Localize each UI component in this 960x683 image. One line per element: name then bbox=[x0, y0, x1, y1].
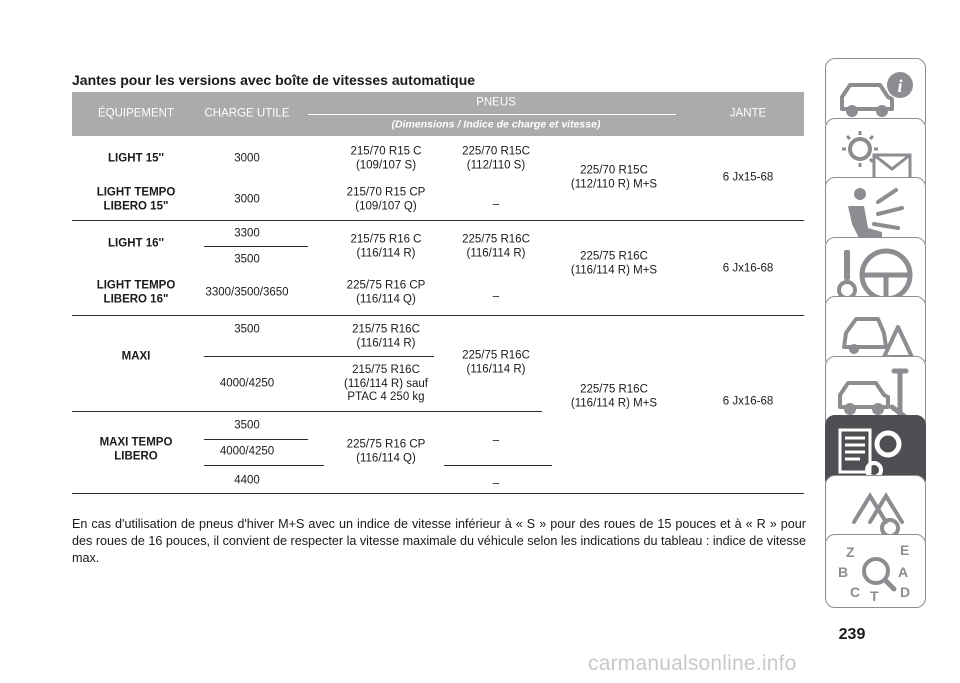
equipment-cell: LIGHT 16'' bbox=[108, 237, 164, 250]
tyre-cell: – bbox=[492, 477, 500, 490]
header-rim: JANTE bbox=[729, 107, 767, 120]
index-letter: E bbox=[900, 542, 910, 558]
svg-text:i: i bbox=[897, 76, 903, 96]
tyre-cell: 225/70 R15C (112/110 S) bbox=[462, 145, 530, 171]
tyre-ms-cell: 225/70 R15C (112/110 R) M+S bbox=[570, 164, 658, 190]
load-divider bbox=[204, 439, 308, 440]
header-load: CHARGE UTILE bbox=[204, 107, 290, 120]
index-letter: A bbox=[898, 564, 909, 580]
rim-cell: 6 Jx15-68 bbox=[722, 171, 774, 184]
tyre-cell: 215/75 R16C (116/114 R) sauf PTAC 4 250 kg bbox=[344, 363, 428, 403]
load-divider bbox=[204, 246, 308, 247]
tyre-cell: 215/75 R16 C (116/114 R) bbox=[350, 233, 422, 259]
tyre-cell: 225/75 R16C (116/114 R) bbox=[462, 233, 530, 259]
load-cell: 3000 bbox=[234, 193, 260, 206]
alphabetical-index-icon bbox=[834, 541, 918, 603]
index-letter: C bbox=[850, 584, 861, 600]
table-bottom-rule bbox=[72, 493, 804, 494]
index-letter: Z bbox=[846, 544, 855, 560]
section-title: Jantes pour les versions avec boîte de vitesses automatique bbox=[72, 72, 476, 88]
equipment-cell: MAXI TEMPO LIBERO bbox=[99, 436, 173, 462]
tyre-ms-cell: 225/75 R16C (116/114 R) M+S bbox=[570, 250, 658, 276]
index-letter: T bbox=[870, 588, 879, 603]
equipment-cell: MAXI bbox=[121, 350, 151, 363]
tyre-cell: – bbox=[492, 198, 500, 211]
row-divider bbox=[72, 315, 804, 316]
rim-table bbox=[72, 92, 804, 496]
tyre-cell: 225/75 R16 CP (116/114 Q) bbox=[346, 438, 426, 464]
watermark: carmanualsonline.info bbox=[588, 652, 797, 675]
equipment-cell: LIGHT TEMPO LIBERO 15" bbox=[96, 186, 176, 212]
load-divider bbox=[204, 465, 324, 466]
load-cell: 4000/4250 bbox=[219, 377, 275, 390]
header-tyres: PNEUS bbox=[476, 96, 516, 109]
tyre-ms-cell: 225/75 R16C (116/114 R) M+S bbox=[570, 383, 658, 409]
equipment-cell: LIGHT 15'' bbox=[108, 152, 164, 165]
tyre-cell: 225/75 R16 CP (116/114 Q) bbox=[346, 279, 426, 305]
tyre-cell: – bbox=[492, 290, 500, 303]
load-divider bbox=[204, 356, 434, 357]
load-cell: 4400 bbox=[234, 474, 260, 487]
load-cell: 4000/4250 bbox=[219, 445, 275, 458]
load-cell: 3500 bbox=[234, 253, 260, 266]
header-tyres-sub: (Dimensions / Indice de charge et vitesse) bbox=[391, 118, 601, 131]
index-letter: D bbox=[900, 584, 911, 600]
header-divider bbox=[308, 114, 676, 115]
tyre-cell: 215/70 R15 C (109/107 S) bbox=[350, 145, 422, 171]
load-cell: 3300 bbox=[234, 227, 260, 240]
tyre-divider bbox=[444, 465, 552, 466]
index-letter: B bbox=[838, 564, 849, 580]
load-cell: 3000 bbox=[234, 152, 260, 165]
winter-tyre-note: En cas d'utilisation de pneus d'hiver M+S avec un indice de vitesse inférieur à « S » pour des roues de 15 pouces et à « R » pour des roues de 16 pouces, il convient de respecter la vitesse maximale du véhicule selon les indications du tableau : indice de vitesse max. bbox=[72, 517, 806, 565]
row-divider bbox=[72, 411, 542, 412]
tab-index[interactable] bbox=[825, 534, 926, 608]
rim-cell: 6 Jx16-68 bbox=[722, 395, 774, 408]
tyre-cell: 215/70 R15 CP (109/107 Q) bbox=[346, 186, 426, 212]
row-divider bbox=[72, 220, 804, 221]
equipment-cell: LIGHT TEMPO LIBERO 16" bbox=[96, 279, 176, 305]
tyre-cell: 225/75 R16C (116/114 R) bbox=[462, 349, 530, 375]
load-cell: 3500 bbox=[234, 323, 260, 336]
load-cell: 3300/3500/3650 bbox=[205, 286, 289, 299]
tyre-cell: – bbox=[492, 434, 500, 447]
page-number: 239 bbox=[838, 626, 866, 643]
rim-cell: 6 Jx16-68 bbox=[722, 262, 774, 275]
tyre-cell: 215/75 R16C (116/114 R) bbox=[352, 323, 420, 349]
load-cell: 3500 bbox=[234, 419, 260, 432]
header-equipment: ÉQUIPEMENT bbox=[97, 107, 175, 120]
